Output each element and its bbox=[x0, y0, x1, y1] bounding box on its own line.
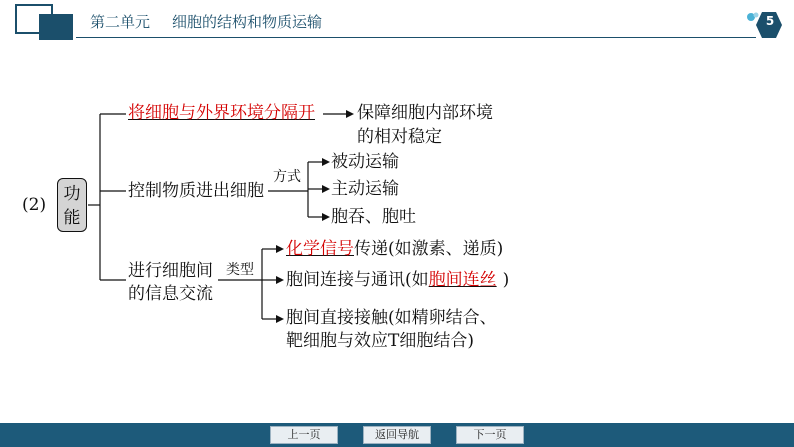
branch3-item2-suffix: ) bbox=[502, 270, 510, 290]
next-page-button[interactable]: 下一页 bbox=[456, 426, 524, 444]
page-number: 5 bbox=[765, 14, 775, 28]
branch2-item1: 被动运输 bbox=[331, 152, 399, 172]
branch3-item1-answer: 化学信号 bbox=[286, 239, 354, 259]
function-root-box bbox=[57, 178, 87, 232]
branch1-label-answer: 将细胞与外界环境分隔开 bbox=[128, 103, 315, 123]
back-to-nav-button[interactable]: 返回导航 bbox=[363, 426, 431, 444]
branch3-item3-line2: 靶细胞与效应T细胞结合) bbox=[286, 331, 474, 351]
branch2-item3: 胞吞、胞吐 bbox=[331, 207, 416, 227]
branch3-label-line1: 进行细胞间 bbox=[128, 261, 213, 281]
branch3-item2-answer: 胞间连丝 bbox=[428, 270, 497, 290]
root-label-char2: 能 bbox=[63, 208, 81, 228]
branch2-item2: 主动运输 bbox=[331, 179, 399, 199]
branch3-item2 bbox=[286, 269, 509, 291]
branch1-result-line2: 的相对稳定 bbox=[357, 127, 442, 147]
prev-page-button[interactable]: 上一页 bbox=[270, 426, 338, 444]
unit-title: 第二单元 bbox=[90, 13, 151, 31]
root-label-char1: 功 bbox=[63, 184, 81, 204]
item-number: (2) bbox=[22, 195, 47, 215]
branch3-label-line2: 的信息交流 bbox=[128, 284, 213, 304]
branch3-connector: 类型 bbox=[226, 262, 254, 278]
branch3-item3-line1: 胞间直接接触(如精卵结合、 bbox=[286, 308, 497, 328]
branch2-label: 控制物质进出细胞 bbox=[128, 181, 264, 201]
branch2-connector: 方式 bbox=[273, 169, 301, 185]
branch3-item2-prefix: 胞间连接与通讯(如 bbox=[286, 270, 429, 290]
branch3-item1-rest: 传递(如激素、递质) bbox=[354, 239, 504, 259]
unit-subtitle: 细胞的结构和物质运输 bbox=[172, 13, 323, 31]
branch3-item1 bbox=[286, 238, 503, 260]
branch1-result-line1: 保障细胞内部环境 bbox=[357, 103, 493, 123]
